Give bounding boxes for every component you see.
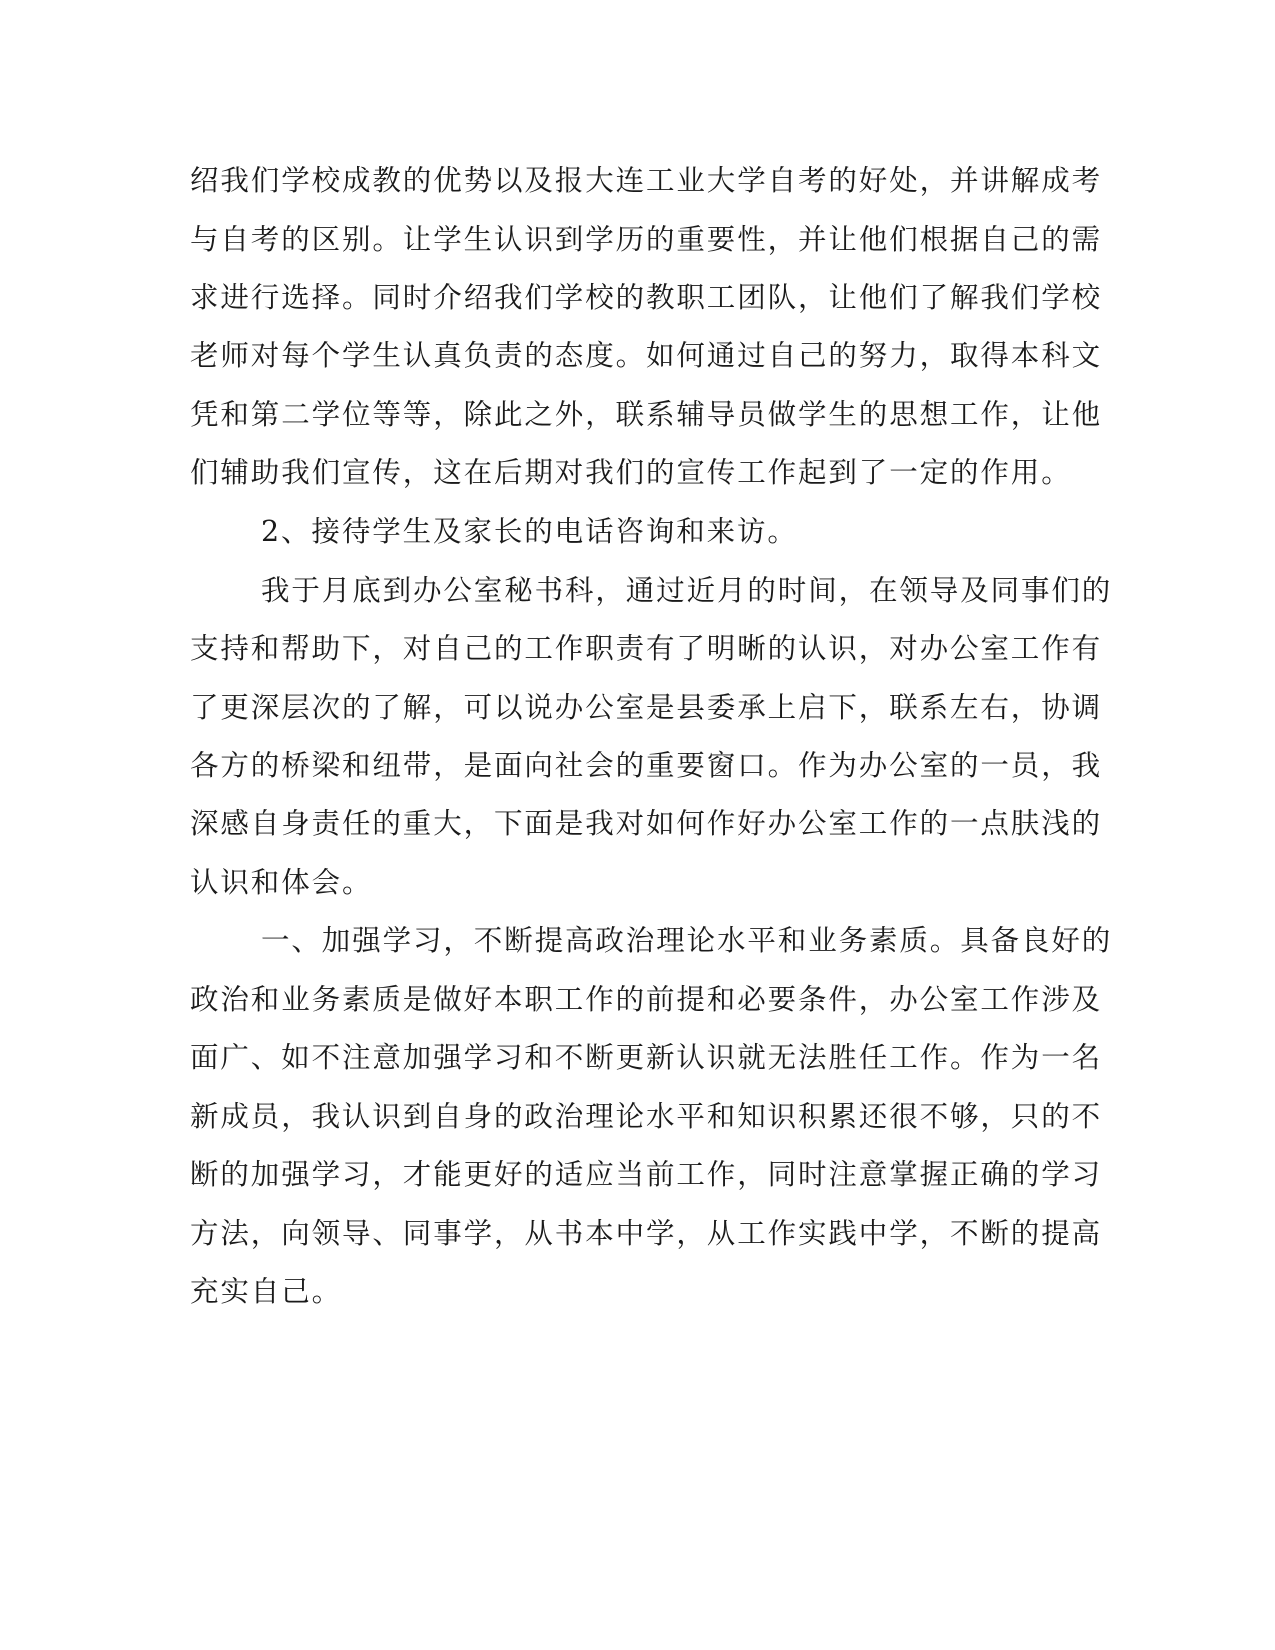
text-line: 充实自己。 [190,1275,343,1308]
text-line: 了更深层次的了解，可以说办公室是县委承上启下，联系左右，协调 [190,691,1103,724]
text-line: 断的加强学习，才能更好的适应当前工作，同时注意掌握正确的学习 [190,1158,1103,1191]
text-line: 政治和业务素质是做好本职工作的前提和必要条件，办公室工作涉及 [190,983,1103,1016]
text-line: 绍我们学校成教的优势以及报大连工业大学自考的好处，并讲解成考 [190,164,1103,197]
list-item-heading: 2、接待学生及家长的电话咨询和来访。 [261,515,798,548]
text-line: 各方的桥梁和纽带，是面向社会的重要窗口。作为办公室的一员，我 [190,749,1103,782]
text-line: 面广、如不注意加强学习和不断更新认识就无法胜任工作。作为一名 [190,1041,1103,1074]
text-line: 深感自身责任的重大，下面是我对如何作好办公室工作的一点肤浅的 [190,807,1103,840]
text-line: 与自考的区别。让学生认识到学历的重要性，并让他们根据自己的需 [190,223,1103,256]
text-line: 新成员，我认识到自身的政治理论水平和知识积累还很不够，只的不 [190,1100,1103,1133]
text-line: 老师对每个学生认真负责的态度。如何通过自己的努力，取得本科文 [190,339,1103,372]
text-line: 认识和体会。 [190,866,373,899]
text-line: 支持和帮助下，对自己的工作职责有了明晰的认识，对办公室工作有 [190,632,1103,665]
text-line: 们辅助我们宣传，这在后期对我们的宣传工作起到了一定的作用。 [190,456,1072,489]
text-line: 求进行选择。同时介绍我们学校的教职工团队，让他们了解我们学校 [190,281,1103,314]
text-line: 凭和第二学位等等，除此之外，联系辅导员做学生的思想工作，让他 [190,398,1103,431]
section-heading-line: 一、加强学习，不断提高政治理论水平和业务素质。具备良好的 [261,924,1113,957]
paragraph-first-line: 我于月底到办公室秘书科，通过近月的时间，在领导及同事们的 [261,574,1113,607]
text-line: 方法，向领导、同事学，从书本中学，从工作实践中学，不断的提高 [190,1217,1103,1250]
